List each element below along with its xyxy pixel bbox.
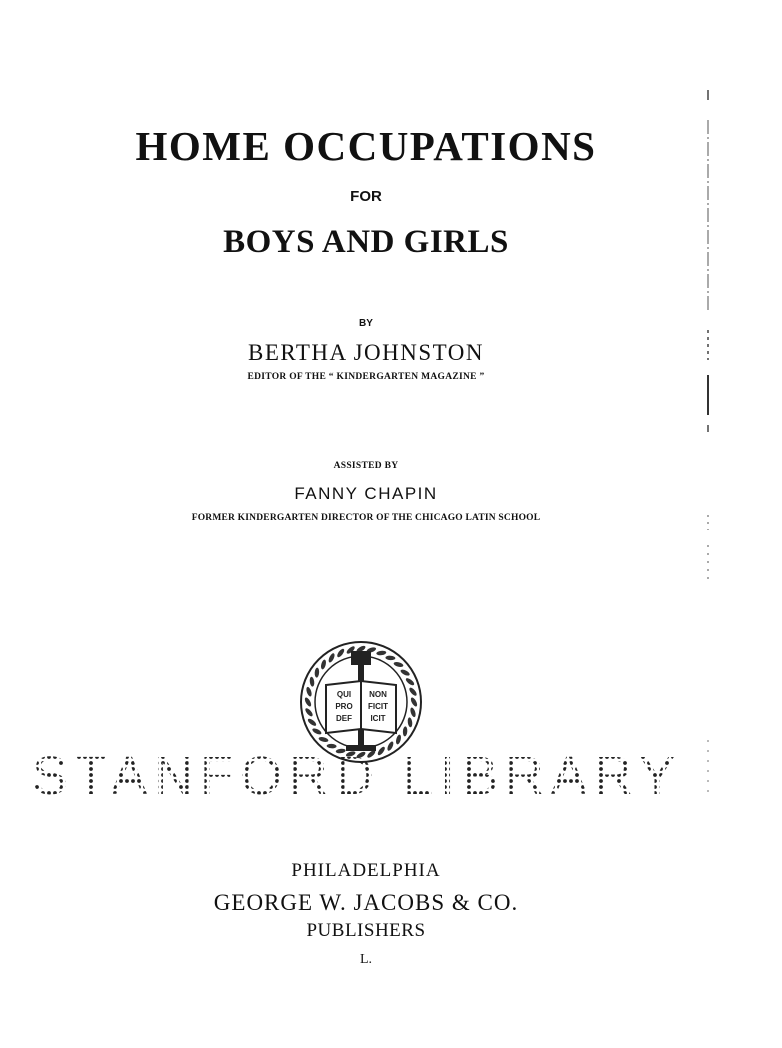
assistant-name: FANNY CHAPIN (294, 484, 438, 503)
wreath-leaf (309, 676, 315, 686)
seal-text-6: ICIT (370, 714, 386, 723)
wreath-leaf (410, 697, 419, 708)
library-stamp (31, 742, 683, 806)
wreath-leaf (304, 697, 313, 708)
wreath-leaf (304, 707, 314, 717)
title-line-2: FOR (350, 188, 382, 205)
seal-text-3: PRO (335, 702, 353, 711)
publisher-role: PUBLISHERS (306, 920, 426, 941)
wreath-leaf (408, 686, 418, 696)
page-edge-marks (706, 60, 712, 820)
wreath-leaf (311, 727, 322, 735)
library-stamp-text: STANFORD LIBRARY (31, 746, 683, 806)
author-name: BERTHA JOHNSTON (247, 340, 485, 365)
printer-mark: L. (359, 952, 373, 967)
assistant-position: FORMER KINDERGARTEN DIRECTOR OF THE CHICAGO LATIN SCHOOL (191, 513, 541, 523)
publisher-name: GEORGE W. JACOBS & CO. (213, 890, 519, 915)
wreath-leaf (305, 686, 312, 697)
wreath-leaf (407, 717, 413, 727)
wreath-leaf (307, 718, 318, 728)
seal-text-2: NON (369, 690, 387, 699)
wreath-leaf (393, 661, 404, 668)
wreath-leaf (385, 655, 395, 660)
seal-text-1: QUI (336, 690, 352, 699)
title-line-3: BOYS AND GIRLS (223, 224, 509, 260)
publisher-city: PHILADELPHIA (291, 860, 441, 881)
wreath-leaf (320, 659, 327, 670)
assisted-by-label: ASSISTED BY (333, 461, 399, 471)
wreath-leaf (403, 726, 408, 736)
seal-text-4: FICIT (368, 702, 388, 711)
wreath-leaf (400, 668, 411, 676)
title-line-1: HOME OCCUPATIONS (135, 123, 597, 169)
seal-torch-flame (351, 651, 371, 665)
wreath-leaf (376, 650, 386, 656)
wreath-leaf (327, 652, 335, 663)
by-label: BY (359, 318, 373, 329)
wreath-leaf (405, 677, 416, 687)
author-position: EDITOR OF THE “ KINDERGARTEN MAGAZINE ” (247, 372, 485, 382)
seal-text-5: DEF (336, 714, 352, 723)
wreath-leaf (336, 648, 346, 659)
wreath-leaf (314, 667, 319, 677)
wreath-leaf (409, 707, 416, 718)
